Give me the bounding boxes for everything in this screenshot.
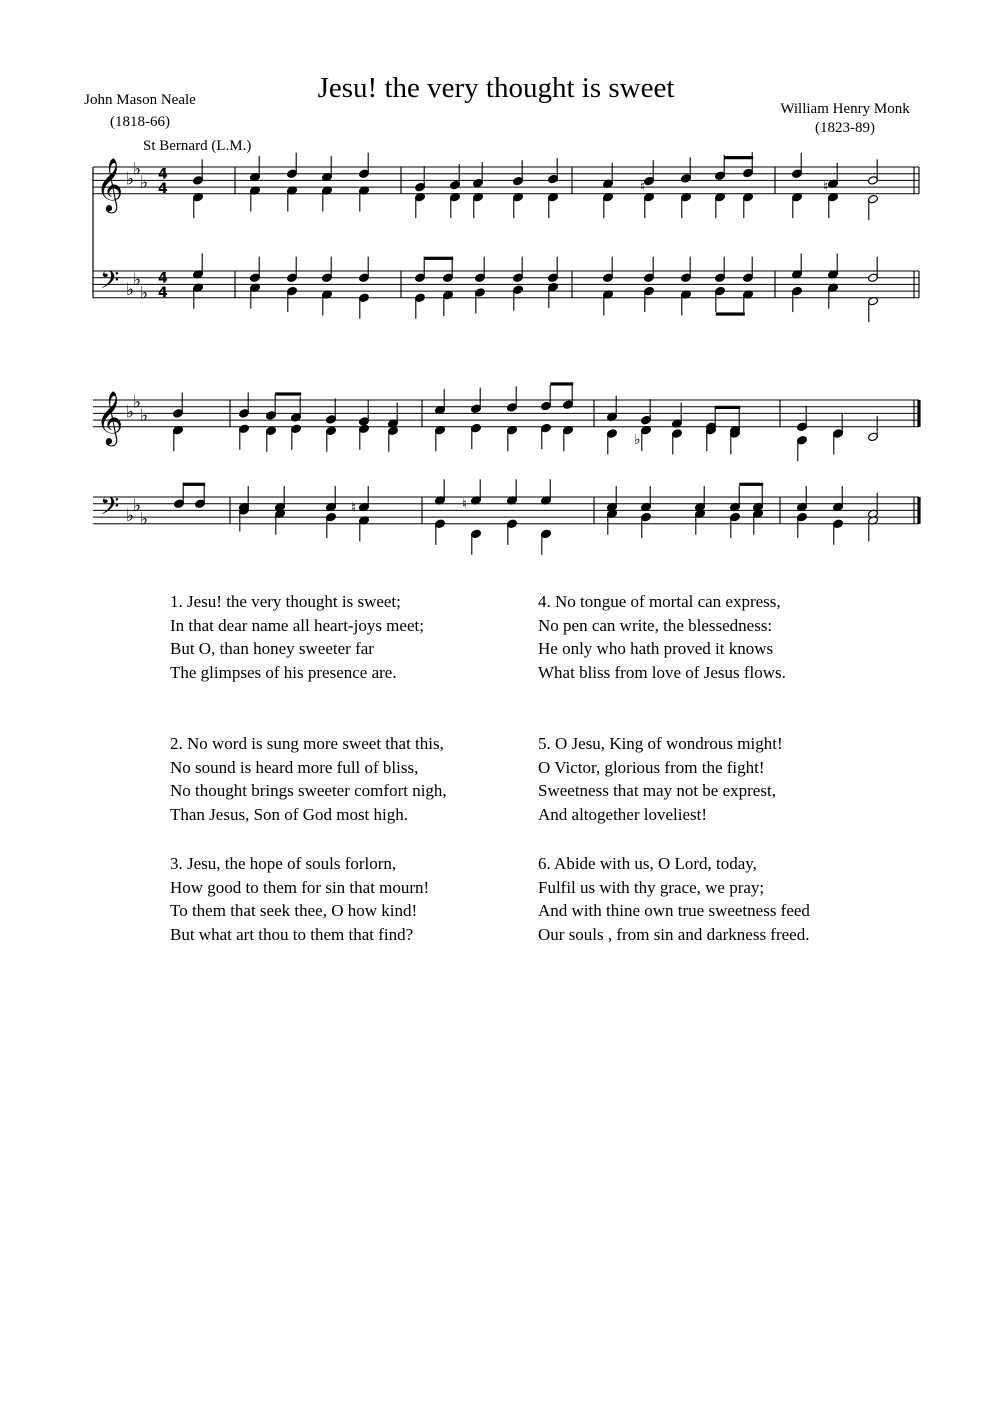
bass-clef-icon: 𝄢 [100,492,120,527]
flat-icon: ♭ [133,496,142,517]
verse-line: Than Jesus, Son of God most high. [170,804,408,824]
verse-line: What bliss from love of Jesus flows. [538,662,786,682]
verse-line: No pen can write, the blessedness: [538,615,773,635]
natural-icon: ♮ [462,496,468,513]
treble-clef-icon: 𝄞 [96,157,124,211]
flat-icon: ♭ [133,270,142,291]
note-beam [550,382,573,385]
flat-icon: ♭ [140,405,149,426]
verse-line: O Victor, glorious from the fight! [538,757,765,777]
time-signature-top: 4 [158,166,168,183]
note-beam [183,483,205,486]
treble-clef-icon: 𝄞 [96,390,124,444]
verse-6 [538,852,810,946]
tune-name: St Bernard (L.M.) [143,138,252,154]
verse-line: He only who hath proved it knows [538,639,774,658]
verse-line: 1. Jesu! the very thought is sweet; [170,592,401,611]
author-name: John Mason Neale [84,92,196,108]
verse-3 [170,852,429,946]
verse-line: No thought brings sweeter comfort nigh, [170,781,447,800]
note-beam [424,257,453,260]
verse-line: Fulfil us with thy grace, we pray; [538,877,765,897]
note-beam [724,156,753,159]
verse-line: In that dear name all heart-joys meet; [170,615,424,635]
verse-line: But O, than honey sweeter far [170,639,374,658]
time-signature-bottom: 4 [158,284,168,301]
flat-icon: ♭ [126,402,135,423]
composer-name: William Henry Monk [780,101,910,117]
flat-icon: ♭ [133,159,142,180]
verse-1 [170,590,424,684]
verse-5 [538,732,783,826]
verse-2 [170,732,447,826]
author-dates: (1818-66) [110,114,170,130]
composer-dates: (1823-89) [815,120,875,136]
flat-icon: ♭ [140,509,149,530]
flat-icon: ♭ [126,280,135,301]
natural-icon: ♮ [823,178,829,195]
bass-clef-icon: 𝄢 [100,266,120,301]
hymn-title: Jesu! the very thought is sweet [317,72,675,104]
verse-line: And altogether loveliest! [538,804,708,824]
verse-4 [538,590,786,684]
verse-line: But what art thou to them that find? [170,924,414,944]
verse-line: Sweetness that may not be exprest, [538,781,776,800]
flat-icon: ♭ [140,283,149,304]
note-beam [275,392,301,395]
flat-icon: ♭ [126,169,135,190]
verse-line: The glimpses of his presence are. [170,662,397,682]
natural-icon: ♮ [640,178,646,195]
verse-line: To them that seek thee, O how kind! [170,901,418,920]
verse-line: 3. Jesu, the hope of souls forlorn, [170,854,397,873]
natural-icon: ♮ [351,500,357,517]
time-signature-bottom: 4 [158,180,168,197]
flat-icon: ♭ [140,172,149,193]
verse-line: 5. O Jesu, King of wondrous might! [538,734,783,753]
verse-line: 2. No word is sung more sweet that this, [170,734,444,753]
verse-line: And with thine own true sweetness feed [538,901,810,920]
time-signature-top: 4 [158,270,168,287]
note-beam [739,483,763,486]
verse-line: 6. Abide with us, O Lord, today, [538,854,757,873]
flat-icon: ♭ [126,506,135,527]
verse-line: How good to them for sin that mourn! [170,877,430,897]
verse-line: No sound is heard more full of bliss, [170,757,419,777]
note-beam [715,406,740,409]
music-score [0,0,992,600]
note-beam [716,312,745,315]
flat-icon: ♭ [634,432,641,449]
flat-icon: ♭ [133,392,142,413]
verse-line: 4. No tongue of mortal can express, [538,592,781,611]
verse-line: Our souls , from sin and darkness freed. [538,924,810,944]
